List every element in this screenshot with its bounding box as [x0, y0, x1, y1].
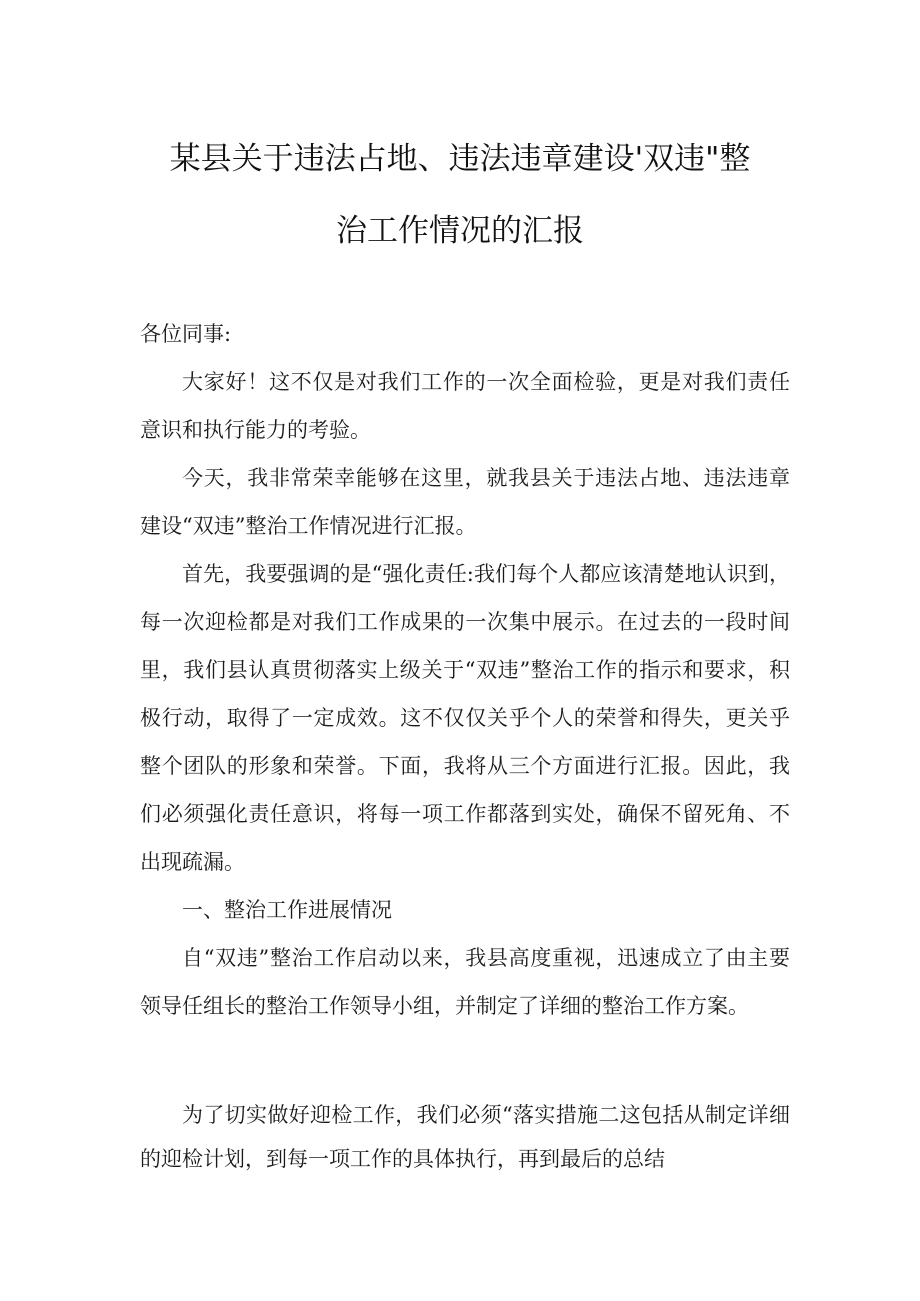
- document-title-line-1: 某县关于违法占地、违法违章建设'双违"整: [169, 141, 751, 177]
- greeting: 各位同事:: [140, 322, 232, 346]
- body-paragraphs: [140, 358, 790, 1030]
- paragraph-measures: 为了切实做好迎检工作，我们必须“落实措施二这包括从制定详细的迎检计划，到每一项工作的具体执行，再到最后的总结: [140, 1103, 790, 1171]
- paragraph-responsibility: 首先，我要强调的是“强化责任:我们每个人都应该清楚地认识到，每一次迎检都是对我们工作成果的一次集中展示。在过去的一段时间里，我们县认真贯彻落实上级关于“双违”整治工作的指示和要求，积极行动，取得了一定成效。这不仅仅关乎个人的荣誉和得失，更关乎整个团队的形象和荣誉。下面，我将从三个方面进行汇报。因此，我们必须强化责任意识，将每一项工作都落到实处，确保不留死角、不出现疏漏。: [140, 562, 790, 874]
- body-paragraphs-continued: [140, 1093, 790, 1181]
- paragraph-progress: 自“双违”整治工作启动以来，我县高度重视，迅速成立了由主要领导任组长的整治工作领导小组，并制定了详细的整治工作方案。: [140, 946, 790, 1018]
- document-title-line-2: 治工作情况的汇报: [336, 213, 584, 249]
- greeting-line: [140, 310, 790, 358]
- paragraph-introduction: 今天，我非常荣幸能够在这里，就我县关于违法占地、违法违章建设“双违”整治工作情况进行汇报。: [140, 466, 790, 538]
- paragraph-opening: 大家好！这不仅是对我们工作的一次全面检验，更是对我们责任意识和执行能力的考验。: [140, 370, 790, 442]
- section-heading-progress: 一、整治工作进展情况: [182, 898, 392, 922]
